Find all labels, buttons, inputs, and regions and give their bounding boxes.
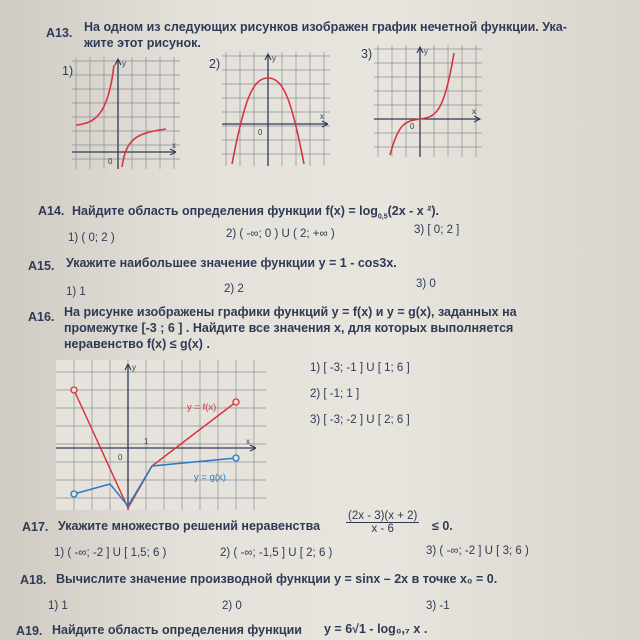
g3-y-label: y	[424, 47, 428, 56]
a13-question-line2: жите этот рисунок.	[84, 36, 201, 50]
a17-question: Укажите множество решений неравенства	[58, 519, 321, 533]
a17-fraction	[346, 510, 419, 535]
a16-line2: промежутке [-3 ; 6 ] . Найдите все значения x, для которых выполняется	[64, 321, 514, 335]
a16-number: A16.	[28, 310, 55, 324]
a16-label-f: y = f(x)	[187, 402, 217, 413]
a13-question-line1: На одном из следующих рисунков изображен график нечетной функции. Ука-	[84, 20, 567, 34]
a17-numerator: (2x - 3)(x + 2)	[348, 510, 418, 522]
a14-text-pre: Найдите область определения функции f(x) = log	[72, 204, 378, 218]
a14-text-post: (2x - x ²).	[387, 204, 440, 218]
a16-origin: 0	[118, 453, 123, 462]
a17-relation: ≤ 0.	[432, 519, 453, 533]
a15-answer-2: 2) 2	[224, 283, 244, 295]
a13-graph-1	[72, 57, 180, 169]
a13-number: A13.	[46, 26, 73, 40]
g3-origin: 0	[410, 122, 415, 131]
a16-line1: На рисунке изображены графики функций y = f(x) и y = g(x), заданных на	[64, 305, 517, 319]
a18-number: A18.	[20, 573, 47, 587]
a17-answer-1: 1) ( -∞; -2 ] U [ 1,5; 6 )	[54, 547, 167, 559]
a13-option-3-label: 3)	[361, 47, 373, 61]
a18-question: Вычислите значение производной функции y = sinx – 2x в точке x₀ = 0.	[56, 572, 498, 586]
g2-y-label: y	[272, 54, 276, 63]
a16-tick-1: 1	[144, 437, 149, 446]
g2-x-label: x	[320, 112, 324, 121]
a13-option-2-label: 2)	[209, 57, 221, 71]
a18-answer-3: 3) -1	[426, 600, 450, 612]
a15-number: A15.	[28, 259, 55, 273]
a18-answer-2: 2) 0	[222, 600, 242, 612]
a14-answer-3: 3) [ 0; 2 ]	[414, 224, 460, 236]
a16-answer-1: 1) [ -3; -1 ] U [ 1; 6 ]	[310, 362, 410, 374]
g1-x-label: x	[172, 141, 176, 150]
a17-answer-2: 2) ( -∞; -1,5 ] U [ 2; 6 )	[220, 547, 333, 559]
a14-answer-2: 2) ( -∞; 0 ) U ( 2; +∞ )	[226, 228, 335, 240]
a16-graph	[56, 360, 266, 510]
a16-y-label: y	[132, 363, 136, 372]
a19-number: A19.	[16, 624, 43, 638]
a14-log-base: 0,5	[377, 213, 388, 221]
a14-number: A14.	[38, 204, 65, 218]
a13-graph-2	[222, 52, 330, 166]
a15-answer-3: 3) 0	[416, 278, 436, 290]
a13-graph-3	[374, 45, 482, 157]
a16-answer-3: 3) [ -3; -2 ] U [ 2; 6 ]	[310, 414, 410, 426]
g3-x-label: x	[472, 107, 476, 116]
a14-answer-1: 1) ( 0; 2 )	[68, 232, 115, 244]
a15-question: Укажите наибольшее значение функции у = 1 - cos3x.	[66, 256, 397, 270]
a16-label-g: y = g(x)	[194, 472, 226, 483]
g1-origin: 0	[108, 157, 113, 166]
a19-formula: y = 6√1 - log₀,₇ x .	[324, 622, 428, 636]
a17-number: A17.	[22, 520, 49, 534]
a17-denominator: x - 6	[371, 523, 394, 535]
a13-option-1-label: 1)	[62, 64, 74, 78]
a17-answer-3: 3) ( -∞; -2 ] U [ 3; 6 )	[426, 545, 529, 557]
a16-line3: неравенство f(x) ≤ g(x) .	[64, 337, 210, 351]
a19-question: Найдите область определения функции	[52, 623, 302, 637]
a18-answer-1: 1) 1	[48, 600, 68, 612]
a16-answer-2: 2) [ -1; 1 ]	[310, 388, 360, 400]
a14-question	[72, 204, 439, 221]
g1-y-label: y	[122, 59, 126, 68]
a16-x-label: x	[246, 437, 250, 446]
a15-answer-1: 1) 1	[66, 286, 86, 298]
g2-origin: 0	[258, 128, 263, 137]
